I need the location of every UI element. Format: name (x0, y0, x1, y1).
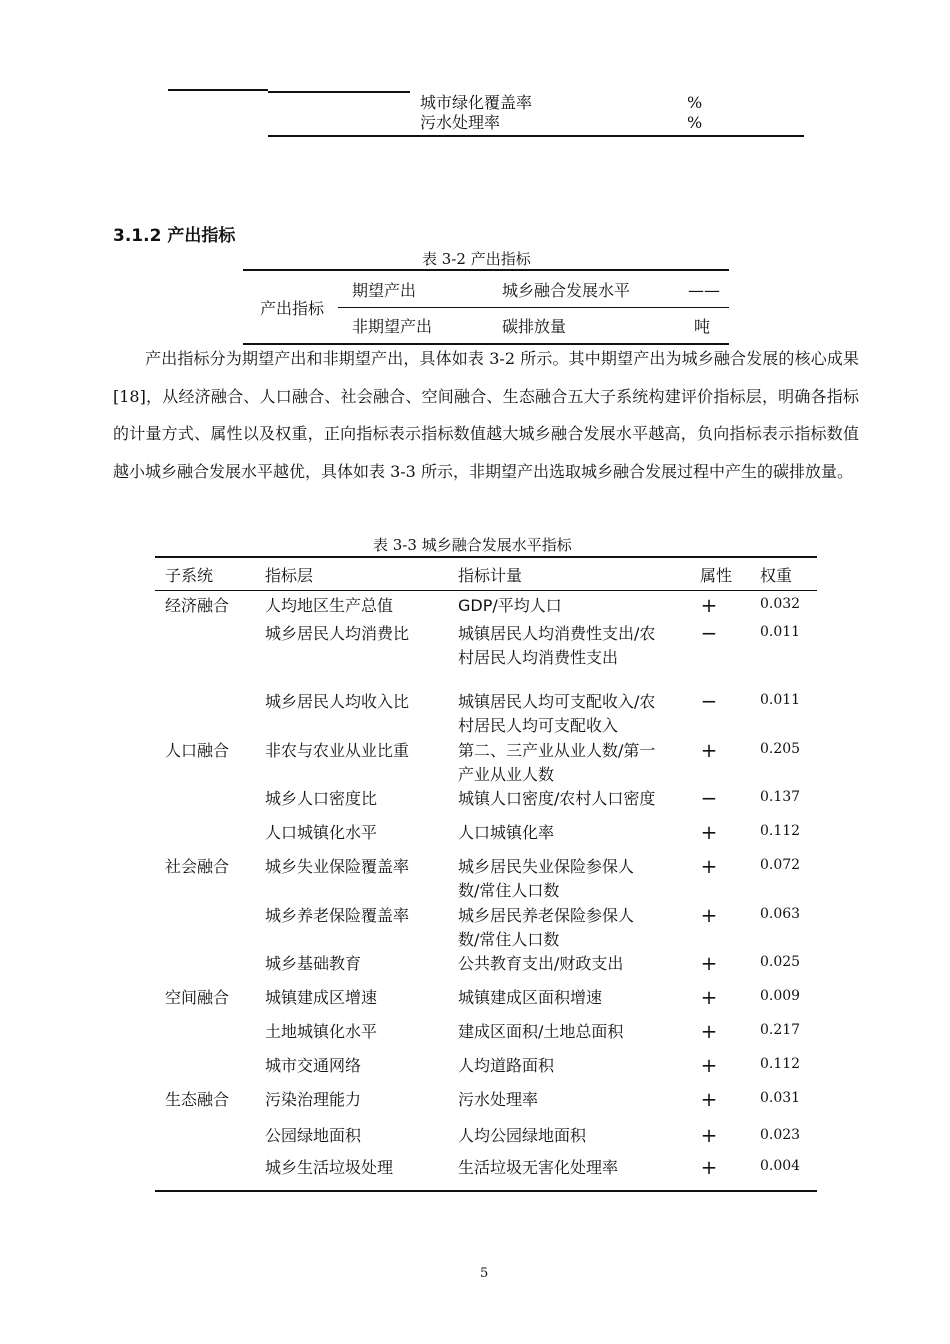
table3-subsystem: 社会融合 (165, 857, 230, 876)
table3-indicator: 城乡失业保险覆盖率 (265, 857, 410, 876)
table3-attr: + (700, 951, 718, 975)
table3-measure: 生活垃圾无害化处理率 (458, 1158, 619, 1177)
body-paragraph-text: 产出指标分为期望产出和非期望产出，具体如表 3-2 所示。其中期望产出为城乡融合发展的核心成果[18]，从经济融合、人口融合、社会融合、空间融合、生态融合五大子系统构建评价指标层，明确各指标的计量方式、属性以及权重，正向指标表示指标数值越大城乡融合发展水平越高，负向指标表示指标数值越小城乡融合发展水平越优，具体如表 3-3 所示，非期望产出选取城乡融合发展过程中产生的碳排放量。 (113, 349, 859, 481)
top-table-rule-mid (268, 91, 410, 93)
table3-attr: + (700, 820, 718, 844)
table3-top-rule (155, 556, 817, 558)
table3-subsystem: 空间融合 (165, 988, 230, 1007)
table3-measure: 城镇居民人均消费性支出/农 (458, 624, 656, 643)
body-paragraph (113, 340, 859, 490)
table3-weight: 0.004 (760, 1158, 801, 1174)
table3-weight: 0.112 (760, 1056, 801, 1072)
table3-subsystem: 生态融合 (165, 1090, 230, 1109)
table3-measure: GDP/平均人口 (458, 596, 562, 615)
table3-caption: 表 3-3 城乡融合发展水平指标 (373, 536, 572, 554)
table2-name: 碳排放量 (502, 317, 567, 336)
table3-indicator: 城镇建成区增速 (265, 988, 378, 1007)
table3-weight: 0.025 (760, 954, 801, 970)
table2-type: 非期望产出 (352, 317, 433, 336)
table3-measure: 村居民人均消费性支出 (458, 648, 619, 667)
table3-measure: 污水处理率 (458, 1090, 539, 1109)
table3-measure: 城乡居民失业保险参保人 (458, 857, 635, 876)
table3-weight: 0.063 (760, 906, 801, 922)
table3-weight: 0.011 (760, 692, 801, 708)
table3-measure: 数/常住人口数 (458, 930, 560, 949)
table3-indicator: 非农与农业从业比重 (265, 741, 410, 760)
table3-header-subsystem: 子系统 (165, 566, 214, 585)
table3-subsystem: 人口融合 (165, 741, 230, 760)
table3-weight: 0.112 (760, 823, 801, 839)
table3-measure: 数/常住人口数 (458, 881, 560, 900)
table3-attr: − (700, 689, 718, 713)
table3-indicator: 人均地区生产总值 (265, 596, 394, 615)
table3-weight: 0.032 (760, 596, 801, 612)
table3-header-rule (155, 590, 817, 591)
section-heading: 3.1.2 产出指标 (113, 226, 236, 246)
top-table-rule-left (168, 89, 268, 91)
table3-measure: 第二、三产业从业人数/第一 (458, 741, 656, 760)
top-table-row-name: 城市绿化覆盖率 (420, 93, 533, 112)
table3-attr: + (700, 903, 718, 927)
table3-indicator: 公园绿地面积 (265, 1126, 362, 1145)
table2-unit: 吨 (694, 317, 711, 336)
table3-indicator: 城市交通网络 (265, 1056, 362, 1075)
table3-measure: 村居民人均可支配收入 (458, 716, 619, 735)
table3-indicator: 土地城镇化水平 (265, 1022, 378, 1041)
table3-attr: + (700, 854, 718, 878)
table3-measure: 城乡居民养老保险参保人 (458, 906, 635, 925)
top-table-row-name: 污水处理率 (420, 113, 501, 132)
table3-measure: 人口城镇化率 (458, 823, 555, 842)
table2-name: 城乡融合发展水平 (502, 281, 631, 300)
table2-caption: 表 3-2 产出指标 (422, 250, 531, 268)
table3-measure: 公共教育支出/财政支出 (458, 954, 624, 973)
table3-measure: 城镇人口密度/农村人口密度 (458, 789, 656, 808)
table3-indicator: 城乡生活垃圾处理 (265, 1158, 394, 1177)
table3-attr: + (700, 1053, 718, 1077)
table3-bottom-rule (155, 1190, 817, 1192)
table3-attr: + (700, 593, 718, 617)
table2-mid-rule (338, 307, 729, 308)
table3-indicator: 污染治理能力 (265, 1090, 362, 1109)
table3-header-attr: 属性 (700, 566, 733, 585)
table3-weight: 0.011 (760, 624, 801, 640)
table2-top-rule (243, 269, 729, 271)
table3-indicator: 城乡基础教育 (265, 954, 362, 973)
table3-weight: 0.205 (760, 741, 801, 757)
table2-type: 期望产出 (352, 281, 417, 300)
table3-attr: + (700, 985, 718, 1009)
table3-header-indicator: 指标层 (265, 566, 314, 585)
table3-indicator: 城乡居民人均消费比 (265, 624, 410, 643)
table3-indicator: 城乡人口密度比 (265, 789, 378, 808)
table3-weight: 0.023 (760, 1127, 801, 1143)
table3-weight: 0.009 (760, 988, 801, 1004)
table3-measure: 人均公园绿地面积 (458, 1126, 587, 1145)
table3-attr: + (700, 1087, 718, 1111)
top-table-row-unit: % (687, 113, 703, 132)
table3-attr: + (700, 1019, 718, 1043)
top-table-row-unit: % (687, 93, 703, 112)
table3-measure: 产业从业人数 (458, 765, 555, 784)
table2-unit: —— (688, 281, 720, 300)
table3-header-weight: 权重 (760, 566, 793, 585)
table3-weight: 0.072 (760, 857, 801, 873)
table3-indicator: 城乡居民人均收入比 (265, 692, 410, 711)
table3-weight: 0.137 (760, 789, 801, 805)
table3-attr: + (700, 738, 718, 762)
table3-header-measure: 指标计量 (458, 566, 523, 585)
page-number: 5 (480, 1266, 489, 1281)
table3-attr: + (700, 1123, 718, 1147)
table3-attr: − (700, 786, 718, 810)
top-table-bottom-rule (268, 135, 804, 137)
table3-indicator: 城乡养老保险覆盖率 (265, 906, 410, 925)
table3-subsystem: 经济融合 (165, 596, 230, 615)
table3-attr: − (700, 621, 718, 645)
table3-attr: + (700, 1155, 718, 1179)
table3-weight: 0.031 (760, 1090, 801, 1106)
table3-measure: 城镇居民人均可支配收入/农 (458, 692, 656, 711)
table3-measure: 建成区面积/土地总面积 (458, 1022, 624, 1041)
table3-weight: 0.217 (760, 1022, 801, 1038)
table3-indicator: 人口城镇化水平 (265, 823, 378, 842)
table3-measure: 人均道路面积 (458, 1056, 555, 1075)
table3-measure: 城镇建成区面积增速 (458, 988, 603, 1007)
table2-group-label: 产出指标 (260, 299, 325, 318)
